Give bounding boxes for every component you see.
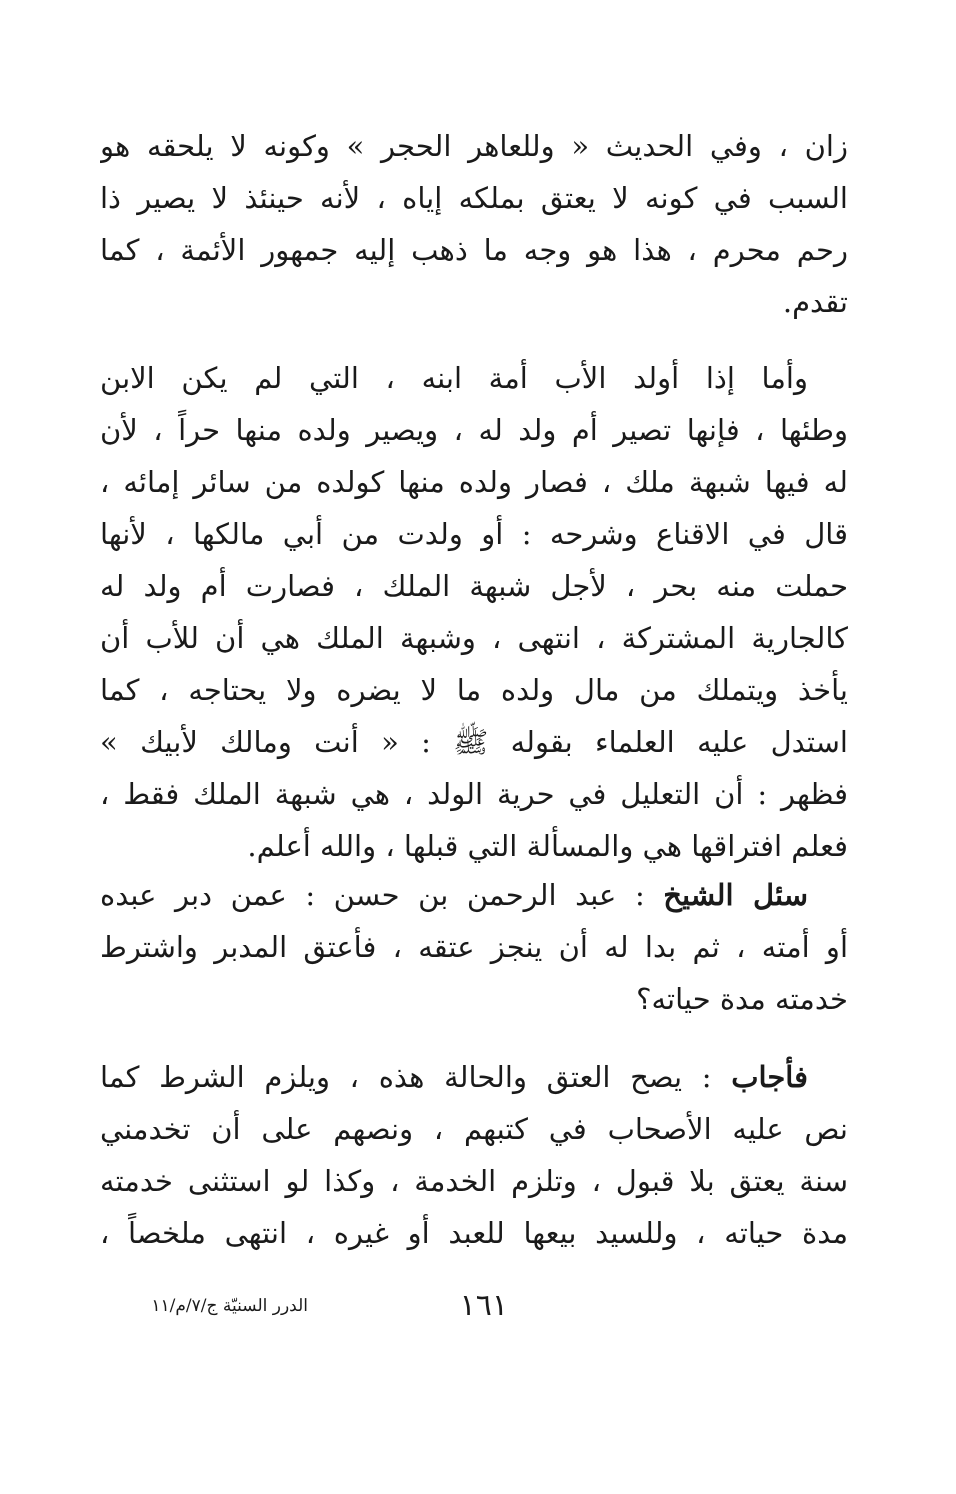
- text-line-with-lead: [100, 869, 848, 921]
- paragraph-1: [100, 120, 848, 328]
- text-line: : عبد الرحمن بن حسن : عمن دبر عبده: [100, 878, 664, 912]
- text-line: يأخذ ويتملك من مال ولده ما لا يضره ولا يحتاجه ، كما: [100, 673, 848, 707]
- paragraph-2: [100, 352, 848, 872]
- paragraph-4: [100, 1051, 848, 1259]
- text-line: رحم محرم ، هذا هو وجه ما ذهب إليه جمهور الأئمة ، كما: [100, 233, 848, 267]
- text-line: تقدم.: [782, 285, 848, 319]
- text-line: السبب في كونه لا يعتق بملكه إياه ، لأنه حينئذ لا يصير ذا: [100, 181, 848, 215]
- text-line: فعلم افتراقها هي والمسألة التي قبلها ، والله أعلم.: [247, 829, 848, 863]
- text-line-with-lead: [100, 1051, 848, 1103]
- text-line: مدة حياته ، وللسيد بيعها للعبد أو غيره ، انتهى ملخصاً ،: [100, 1216, 848, 1250]
- text-line: قال في الاقناع وشرحه : أو ولدت من أبي مالكها ، لأنها: [100, 517, 848, 551]
- text-line: نص عليه الأصحاب في كتبهم ، ونصهم على أن تخدمني: [100, 1112, 848, 1146]
- text-line: زان ، وفي الحديث « وللعاهر الحجر » وكونه لا يلحقه هو: [100, 129, 848, 163]
- text-line: أو أمته ، ثم بدا له أن ينجز عتقه ، فأعتق المدبر واشترط: [100, 930, 848, 964]
- text-line: خدمته مدة حياته؟: [636, 982, 848, 1016]
- text-line: فظهر : أن التعليل في حرية الولد ، هي شبهة الملك فقط ،: [100, 777, 848, 811]
- text-line: وطئها ، فإنها تصير أم ولد له ، ويصير ولده منها حراً ، لأن: [100, 413, 848, 447]
- text-line: حملت منه بحر ، لأجل شبهة الملك ، فصارت أم ولد له: [100, 569, 848, 603]
- volume-reference: الدرر السنيّة ج/٧/م/١١: [151, 1296, 308, 1316]
- text-line: كالجارية المشتركة ، انتهى ، وشبهة الملك هي أن للأب أن: [100, 621, 848, 655]
- text-line: وأما إذا أولد الأب أمة ابنه ، التي لم يكن الابن: [100, 361, 808, 395]
- page-number: ١٦١: [459, 1288, 508, 1323]
- paragraph-3: [100, 869, 848, 1025]
- question-lead: سئل الشيخ: [663, 878, 808, 912]
- text-line: سنة يعتق بلا قبول ، وتلزم الخدمة ، وكذا لو استثنى خدمته: [100, 1164, 848, 1198]
- answer-lead: فأجاب: [731, 1060, 808, 1094]
- text-line: له فيها شبهة ملك ، فصار ولده منها كولده من سائر إمائه ،: [100, 465, 848, 499]
- text-line: استدل عليه العلماء بقوله ﷺ : « أنت ومالك لأبيك »: [100, 725, 848, 759]
- page-footer: [100, 1288, 848, 1328]
- text-line: : يصح العتق والحالة هذه ، ويلزم الشرط كما: [100, 1060, 732, 1094]
